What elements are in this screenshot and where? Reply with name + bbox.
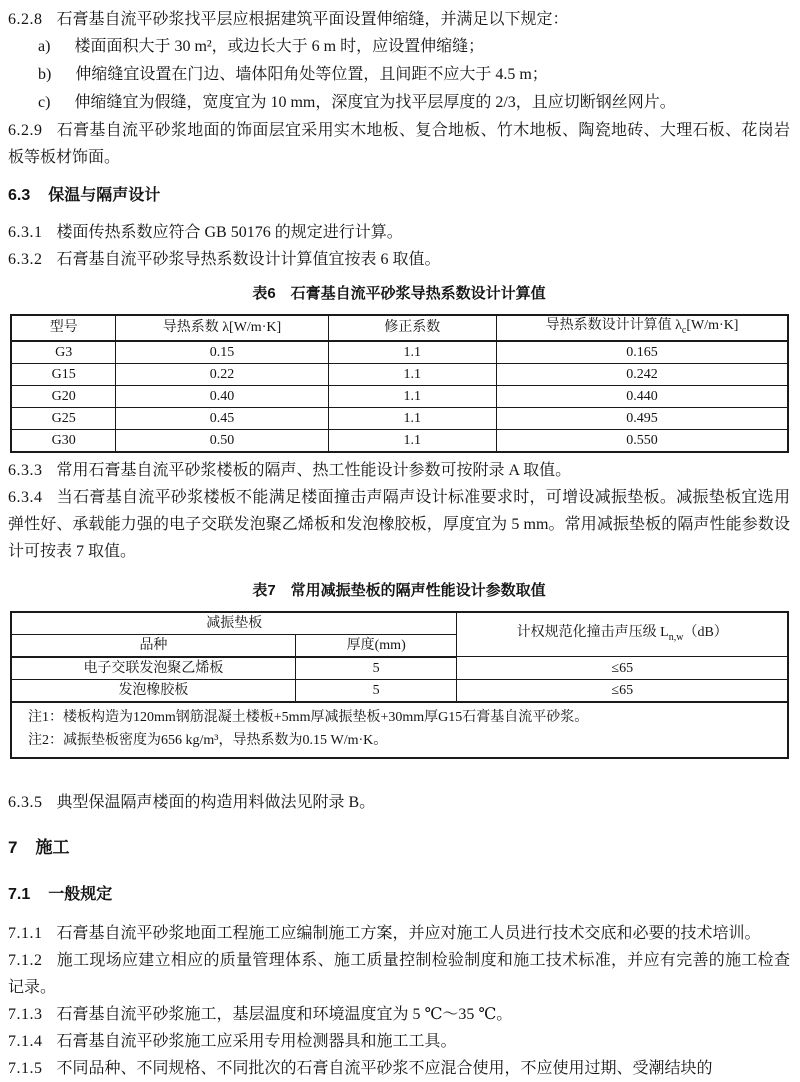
clause-text: 石膏基自流平砂浆地面工程施工应编制施工方案，并应对施工人员进行技术交底和必要的技术培训。: [56, 924, 761, 942]
table-cell: G25: [11, 407, 116, 429]
list-item-label: c): [38, 94, 51, 111]
clause-text: 石膏基自流平砂浆导热系数设计计算值宜按表 6 取值。: [56, 251, 441, 268]
list-item-label: a): [38, 38, 51, 55]
clause-6-3-4: [8, 484, 790, 565]
clause-6-3-2: [8, 246, 790, 273]
clause-number: 6.3.4: [8, 488, 43, 506]
clause-6-3-5: [8, 789, 790, 816]
clause-6-2-9: [8, 117, 790, 171]
heading-number: 7: [8, 837, 18, 857]
table6-header-cell: [497, 315, 788, 341]
heading-title: 一般规定: [48, 885, 113, 903]
clause-7-1-1: [8, 920, 790, 947]
table-cell: 1.1: [328, 429, 497, 452]
clause-number: 7.1.3: [8, 1005, 43, 1023]
clause-text: 石膏基自流平砂浆找平层应根据建筑平面设置伸缩缝，并满足以下规定：: [56, 11, 569, 28]
table-cell: G15: [11, 363, 116, 385]
table-cell: ≤65: [457, 657, 788, 680]
table-cell: ≤65: [457, 679, 788, 702]
clause-7-1-3: [8, 1001, 790, 1028]
table7-note-2: 注2：减振垫板密度为656 kg/m³，导热系数为0.15 W/m·K。: [28, 732, 388, 748]
table6-row: [11, 407, 788, 429]
table-cell: 0.50: [116, 429, 328, 452]
clause-text: 施工现场应建立相应的质量管理体系、施工质量控制检验制度和施工技术标准，并应有完善的施工检查记录。: [8, 951, 790, 996]
list-item-text: 伸缩缝宜设置在门边、墙体阳角处等位置，且间距不应大于 4.5 m；: [75, 66, 548, 83]
table6-header-cell: 型号: [11, 315, 116, 341]
table-cell: 5: [295, 679, 457, 702]
clause-7-1-5: [8, 1055, 790, 1082]
header-text: 导热系数设计计算值 λ: [545, 318, 682, 333]
clause-number: 7.1.5: [8, 1059, 43, 1077]
table7-header-cell: 品种: [11, 634, 295, 657]
table6-row: [11, 385, 788, 407]
clause-7-1-2: [8, 947, 790, 1001]
clause-6-3-1: [8, 219, 790, 246]
table6: [10, 314, 789, 453]
table-cell: 1.1: [328, 341, 497, 364]
clause-number: 6.3.5: [8, 793, 43, 811]
table-cell: 5: [295, 657, 457, 680]
table-cell: 0.40: [116, 385, 328, 407]
clause-6-3-3: [8, 457, 790, 484]
section-heading-7-1: [8, 884, 790, 906]
table7-notes: [11, 702, 788, 758]
clause-number: 7.1.1: [8, 924, 43, 942]
header-text: 计权规范化撞击声压级 L: [516, 624, 669, 640]
table-cell: 0.495: [497, 407, 788, 429]
header-text: [W/m·K]: [686, 318, 739, 333]
table-cell: 电子交联发泡聚乙烯板: [11, 657, 295, 680]
clause-text: 石膏基自流平砂浆地面的饰面层宜采用实木地板、复合地板、竹木地板、陶瓷地砖、大理石板、花岗岩板等板材饰面。: [8, 122, 790, 166]
heading-title: 施工: [35, 837, 70, 857]
clause-number: 6.2.8: [8, 11, 43, 28]
table-cell: 0.22: [116, 363, 328, 385]
list-item-a: [8, 33, 790, 61]
clause-number: 6.2.9: [8, 122, 43, 139]
list-item-c: [8, 89, 790, 117]
header-text: （dB）: [683, 624, 728, 640]
clause-text: 不同品种、不同规格、不同批次的石膏自流平砂浆不应混合使用，不应使用过期、受潮结块的: [56, 1059, 713, 1077]
table6-header-cell: 导热系数 λ[W/m·K]: [116, 315, 328, 341]
table7-row: [11, 657, 788, 680]
clause-6-2-8: [8, 6, 790, 33]
clause-number: 7.1.2: [8, 951, 43, 969]
clause-6-2-8-sublist: [8, 33, 790, 117]
table-cell: 0.45: [116, 407, 328, 429]
table-cell: 0.242: [497, 363, 788, 385]
list-item-label: b): [38, 66, 52, 83]
table7-group-header: 减振垫板: [11, 612, 457, 635]
header-subscript: c: [681, 324, 687, 336]
table7-right-header: [457, 612, 788, 657]
table6-header-cell: 修正系数: [328, 315, 497, 341]
table7-header-cell: 厚度(mm): [295, 634, 457, 657]
table-cell: G30: [11, 429, 116, 452]
table7-group-header-row: [11, 612, 788, 635]
table6-row: [11, 341, 788, 364]
list-item-b: [8, 61, 790, 89]
clause-number: 6.3.3: [8, 461, 43, 479]
table-cell: 1.1: [328, 407, 497, 429]
list-item-text: 伸缩缝宜为假缝，宽度宜为 10 mm，深度宜为找平层厚度的 2/3，且应切断钢丝网片。: [74, 94, 676, 111]
clause-7-1-4: [8, 1028, 790, 1055]
table6-caption: 表6 石膏基自流平砂浆导热系数设计计算值: [252, 285, 546, 302]
table6-row: [11, 429, 788, 452]
clause-text: 石膏基自流平砂浆施工应采用专用检测器具和施工工具。: [56, 1032, 457, 1050]
clause-number: 7.1.4: [8, 1032, 43, 1050]
clause-text: 当石膏基自流平砂浆楼板不能满足楼面撞击声隔声设计标准要求时，可增设减振垫板。减振垫板宜选用弹性好、承载能力强的电子交联发泡聚乙烯板和发泡橡胶板，厚度宜为 5 mm。常用减振垫板的隔声性能参数设计可按表 7 取值。: [8, 488, 790, 560]
table7-caption: 表7 常用减振垫板的隔声性能设计参数取值: [252, 581, 546, 599]
table7: [10, 611, 789, 759]
header-subscript: n,w: [668, 631, 684, 643]
table7-note-1: 注1：楼板构造为120mm钢筋混凝土楼板+5mm厚减振垫板+30mm厚G15石膏基自流平砂浆。: [28, 709, 589, 725]
heading-title: 保温与隔声设计: [48, 187, 161, 204]
clause-text: 楼面传热系数应符合 GB 50176 的规定进行计算。: [56, 224, 403, 241]
table-cell: 1.1: [328, 385, 497, 407]
table-cell: G3: [11, 341, 116, 364]
table-cell: 0.15: [116, 341, 328, 364]
table-cell: 0.165: [497, 341, 788, 364]
clause-text: 典型保温隔声楼面的构造用料做法见附录 B。: [56, 793, 376, 811]
clause-number: 6.3.1: [8, 224, 43, 241]
table-cell: 0.550: [497, 429, 788, 452]
table-cell: G20: [11, 385, 116, 407]
section-heading-6-3: [8, 185, 790, 207]
clause-number: 6.3.2: [8, 251, 43, 268]
table6-row: [11, 363, 788, 385]
table-cell: 发泡橡胶板: [11, 679, 295, 702]
table-cell: 1.1: [328, 363, 497, 385]
list-item-text: 楼面面积大于 30 m²，或边长大于 6 m 时，应设置伸缩缝；: [74, 38, 485, 55]
table7-row: [11, 679, 788, 702]
table-cell: 0.440: [497, 385, 788, 407]
clause-text: 石膏基自流平砂浆施工，基层温度和环境温度宜为 5 ℃～35 ℃。: [56, 1005, 513, 1023]
table6-header-row: [11, 315, 788, 341]
clause-text: 常用石膏基自流平砂浆楼板的隔声、热工性能设计参数可按附录 A 取值。: [56, 461, 572, 479]
heading-number: 6.3: [8, 187, 31, 204]
chapter-heading-7: [8, 836, 790, 860]
table7-notes-row: [11, 702, 788, 758]
heading-number: 7.1: [8, 885, 31, 903]
